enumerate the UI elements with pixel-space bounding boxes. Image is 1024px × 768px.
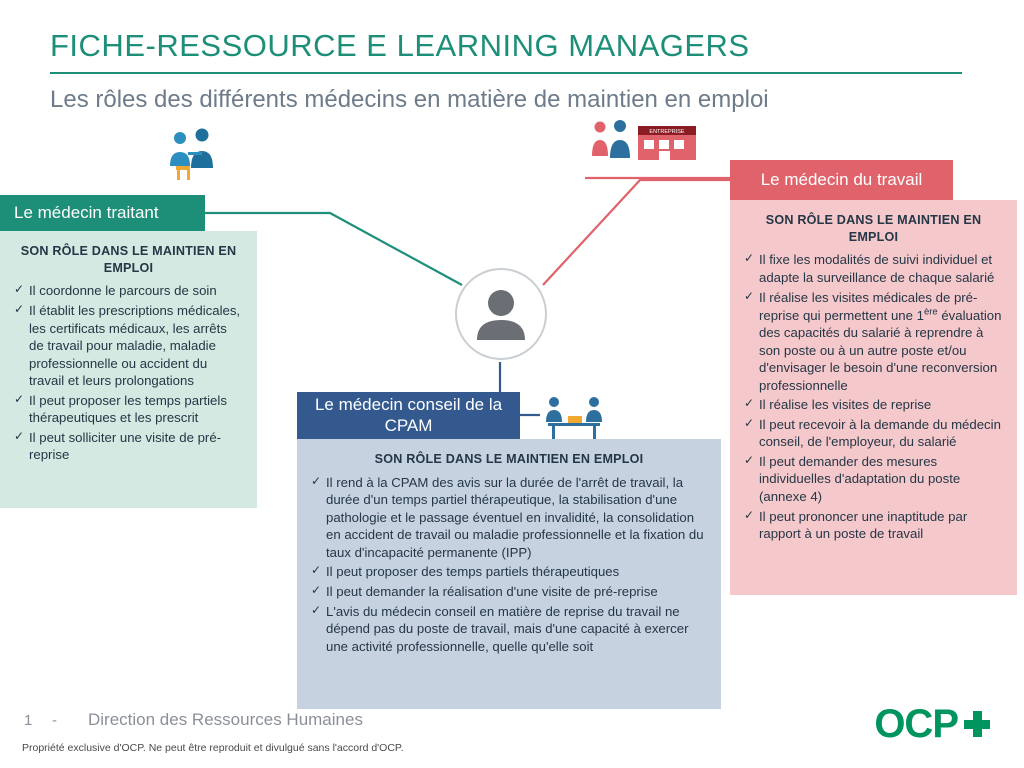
list-item-text: Il peut demander la réalisation d'une visite de pré-reprise [326,584,658,600]
role-item-list [311,474,707,655]
role-title: SON RÔLE DANS LE MAINTIEN EN EMPLOI [20,244,237,275]
company-workers-icon [588,118,700,181]
ocp-logo [874,704,990,744]
check-icon: ✓ [14,391,25,406]
card-header-medecin-du-travail[interactable] [730,160,953,200]
check-icon: ✓ [311,473,322,488]
role-title: SON RÔLE DANS LE MAINTIEN EN EMPLOI [765,213,982,244]
list-item [311,603,707,656]
list-item [14,282,243,300]
list-item-text: Il réalise les visites médicales de pré-reprise qui permettent une 1ère évaluation des capacités du salarié à reprendre à son poste ou à un autre poste et/ou d'envisager le besoin d'une reconversion professionnelle [759,289,1002,393]
doctor-patient-icon [162,122,226,191]
list-item [744,289,1003,395]
list-item-text: Il peut proposer les temps partiels thérapeutiques et les prescrit [29,392,227,426]
center-avatar [455,268,547,360]
list-item [744,396,1003,414]
card-header-medecin-conseil-cpam[interactable] [297,392,520,439]
logo-text: OCP [874,702,958,746]
card-heading-label: Le médecin conseil de la CPAM [314,395,503,435]
list-item-text: Il peut solliciter une visite de pré-reprise [29,429,222,463]
list-item [311,583,707,601]
list-item-text: Il réalise les visites de reprise [759,397,932,413]
list-item-text: Il peut proposer des temps partiels thérapeutiques [326,564,620,580]
check-icon: ✓ [744,396,755,411]
check-icon: ✓ [311,602,322,617]
list-item-text: L'avis du médecin conseil en matière de reprise du travail ne dépend pas du poste de travail, mais d'une capacité à exercer une activité professionnelle, quelle qu'elle soit [326,603,689,654]
list-item [14,392,243,427]
footer-separator: - [52,712,57,729]
page-title: FICHE-RESSOURCE E LEARNING MANAGERS [50,28,750,63]
list-item [14,302,243,390]
check-icon: ✓ [14,428,25,443]
list-item-text: Il fixe les modalités de suivi individuel et adapte la surveillance de chaque salarié [759,252,995,286]
footer-legal-notice: Propriété exclusive d'OCP. Ne peut être reproduit et divulgué sans l'accord d'OCP. [22,742,404,754]
svg-text:ENTREPRISE: ENTREPRISE [649,129,685,135]
list-item [744,416,1003,451]
check-icon: ✓ [14,282,25,297]
list-item [14,429,243,464]
list-item-text: Il peut prononcer une inaptitude par rapport à un poste de travail [759,508,968,542]
footer-department: Direction des Ressources Humaines [88,710,363,729]
list-item-text: Il peut demander des mesures individuelles d'adaptation du poste (annexe 4) [759,453,961,504]
list-item-text: Il peut recevoir à la demande du médecin conseil, de l'employeur, du salarié [759,416,1001,450]
check-icon: ✓ [744,507,755,522]
list-item [311,563,707,581]
list-item [744,508,1003,543]
page-subtitle: Les rôles des différents médecins en matière de maintien en emploi [50,86,769,113]
card-body-medecin-conseil-cpam [297,439,721,709]
check-icon: ✓ [311,563,322,578]
role-item-list [744,251,1003,542]
cross-icon [964,711,990,737]
list-item-text: Il rend à la CPAM des avis sur la durée de l'arrêt de travail, la durée d'un temps partiel thérapeutique, la stabilisation d'une pathologie et le passage éventuel en invalidité, la consolidation en accident de travail ou maladie professionnelle et la fixation du taux d'incapacité permanente (IPP) [326,474,704,560]
check-icon: ✓ [311,583,322,598]
check-icon: ✓ [744,415,755,430]
list-item [311,474,707,562]
role-item-list [14,282,243,463]
list-item-text: Il établit les prescriptions médicales, les certificats médicaux, les arrêts de travail pour maladie, maladie professionnelle ou accident du travail et leurs prolongations [29,303,241,389]
check-icon: ✓ [744,452,755,467]
title-divider [50,72,962,74]
list-item [744,453,1003,506]
card-heading-label: Le médecin du travail [760,169,923,189]
check-icon: ✓ [744,251,755,266]
card-body-medecin-du-travail [730,200,1017,595]
role-title: SON RÔLE DANS LE MAINTIEN EN EMPLOI [374,452,644,466]
list-item [744,251,1003,286]
card-body-medecin-traitant [0,231,257,508]
list-item-text: Il coordonne le parcours de soin [29,283,217,299]
page-number: 1 [24,712,33,729]
check-icon: ✓ [14,302,25,317]
check-icon: ✓ [744,288,755,303]
card-heading-label: Le médecin traitant [14,202,159,222]
card-header-medecin-traitant[interactable] [0,195,205,231]
